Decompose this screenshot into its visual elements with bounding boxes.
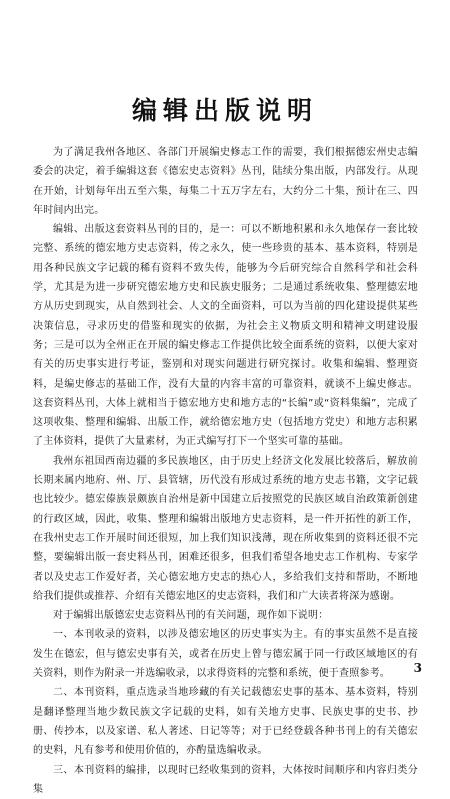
paragraph: 一、本刊收录的资料，以涉及德宏地区的历史事实为主。有的事实虽然不是直接发生在德宏，但与德宏史事有关，或者在历史上曾与德宏属于同一行政区域地区的有关资料，则作为附录一并选编收录，以求得资料的完整和系统，便于查照参考。 — [33, 625, 418, 683]
paragraph: 对于编辑出版德宏史志资料丛刊的有关问题，现作如下说明： — [33, 606, 418, 625]
body-text — [33, 143, 418, 799]
page-number: 3 — [414, 661, 422, 675]
page-title: 编辑出版说明 — [0, 91, 450, 127]
paragraph: 为了满足我州各地区、各部门开展编史修志工作的需要，我们根据德宏州史志编委会的决定，着手编辑这套《德宏史志资料》丛刊，陆续分集出版，内部发行。从现在开始，计划每年出五至六集，每集二十五万字左右，大约分二十集，预计在三、四年时间内出完。 — [33, 143, 418, 220]
paragraph: 编辑、出版这套资料丛刊的目的，是一：可以不断地积累和永久地保存一套比较完整、系统的德宏地方史志资料，传之永久，使一些珍贵的基本、基本资料，特别是用各种民族文字记载的稀有资料不致失传，能够为今后研究综合自然科学和社会科学，尤其是为进一步研究德宏地方史和民族史服务；二是通过系统收集、整理德宏地方从历史到现实，从自然到社会、人文的全面资料，可以为当前的四化建设提供某些决策信息，寻求历史的借鉴和现实的依据，为社会主义物质文明和精神文明建设服务；三是可以为全州正在开展的编史修志工作提供比较全面系统的资料，以便大家对有关的历史事实进行考证，鉴别和对现实问题进行研究探讨。收集和编辑、整理资料，是编史修志的基础工作，没有大量的内容丰富的可靠资料，就谈不上编史修志。这套资料丛刊，大体上就相当于德宏地方史和地方志的“长编”或“资料集编”，完成了这项收集、整理和编辑、出版工作，就给德宏地方史（包括地方党史）和地方志积累了主体资料，提供了大量素材，为正式编写打下一个坚实可靠的基础。 — [33, 220, 418, 452]
paragraph: 三、本刊资料的编排，以现时已经收集到的资料，大体按时间顺序和内容归类分集 — [33, 761, 418, 799]
paragraph: 二、本刊资料，重点选录当地珍藏的有关记载德宏史事的基本、基本资料，特别是翻译整理当地少数民族文字记载的史料，如有关地方史事、民族史事的史书、抄册、传抄本，以及家谱、私人著述、日记等等；对于已经登载各种书刊上的有关德宏的史料，凡有参考和使用价值的，亦酌量选编收录。 — [33, 683, 418, 760]
paragraph: 我州东祖国西南边疆的多民族地区，由于历史上经济文化发展比较落后，解放前长期来属内地府、州、厅、县管辖，历代没有形成过系统的地方史志书籍，文字记载也比较少。德宏傣族景颇族自治州是新中国建立后按照党的民族区域自治政策新创建的行政区域，因此，收集、整理和编辑出版地方史志资料，是一件开拓性的新工作，在我州史志工作开展时间还很短，加上我们知识浅薄，现在所收集到的资料还很不完整，要编辑出版一套史料丛刊，困难还很多，但我们希望各地史志工作机构、专家学者以及史志工作爱好者，关心德宏地方史志的热心人，多给我们支持和帮助，不断地给我们提供或推荐、介绍有关德宏地区的史志资料，我们和广大读者将深为感谢。 — [33, 452, 418, 606]
